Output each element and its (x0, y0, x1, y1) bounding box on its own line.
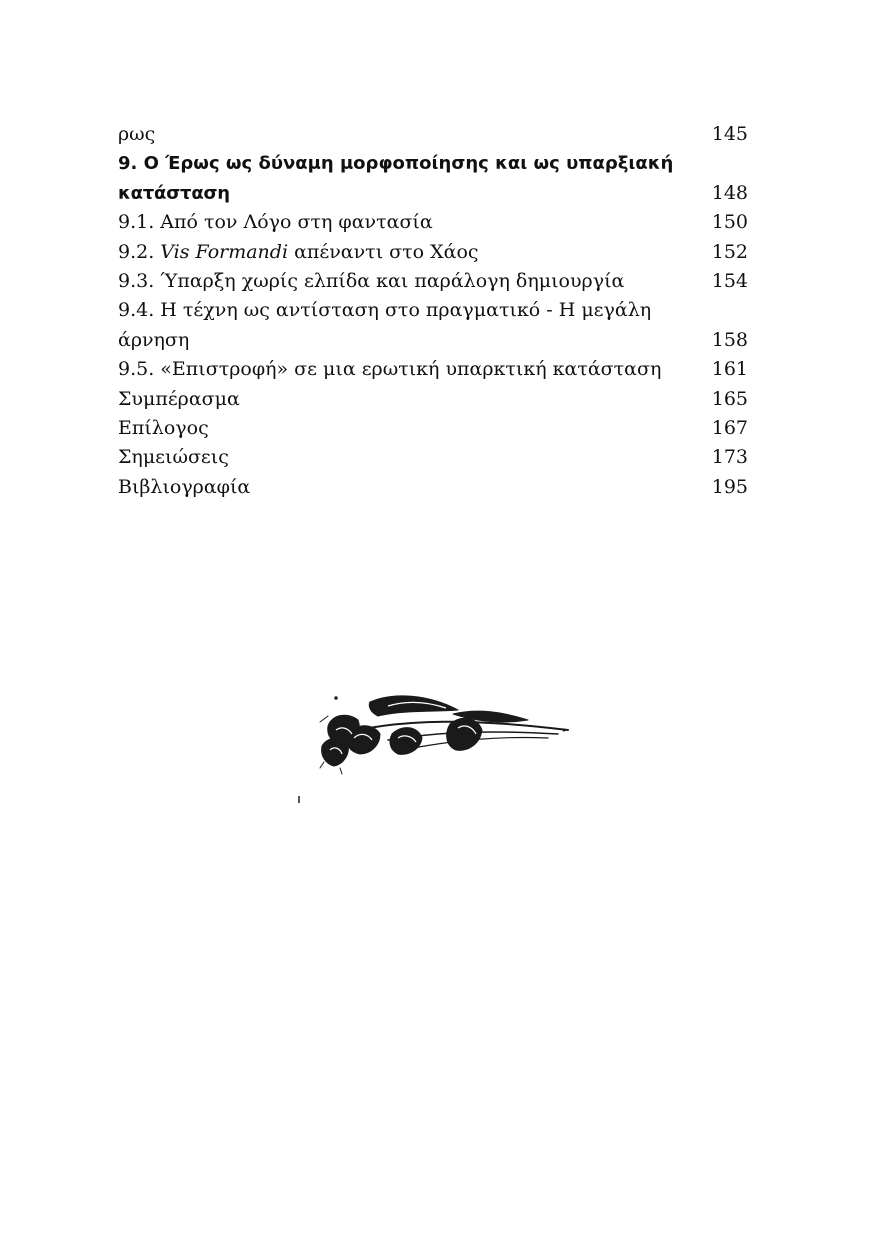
toc-entry-page: 145 (711, 123, 748, 145)
toc-entry-title: Επίλογος (118, 417, 209, 440)
toc-entry-suffix: απέναντι στο Χάος (288, 240, 479, 263)
toc-entry-title: 9.3. Ύπαρξη χωρίς ελπίδα και παράλογη δημιουργία (118, 270, 625, 293)
ink-speck (298, 796, 300, 803)
toc-entry (118, 414, 748, 443)
toc-entry-page: 154 (711, 270, 748, 293)
toc-entry-title: Συμπέρασμα (118, 387, 240, 410)
toc-entry-page: 148 (711, 181, 748, 204)
toc-entry (118, 473, 748, 502)
toc-entry-title: Σημειώσεις (118, 446, 229, 469)
toc-entry (118, 385, 748, 414)
toc-entry-title: άρνηση (118, 328, 190, 351)
toc-entry-title: 9.1. Από τον Λόγο στη φαντασία (118, 211, 433, 234)
toc-entry (118, 267, 748, 296)
toc-entry (118, 208, 748, 237)
toc-entry-page: 173 (711, 446, 748, 469)
toc-entry-title-line: 9.4. Η τέχνη ως αντίσταση στο πραγματικό - Η μεγάλη (118, 299, 652, 322)
toc-entry (118, 355, 748, 384)
toc-entry-title: 9.5. «Επιστροφή» σε μια ερωτική υπαρκτική κατάσταση (118, 358, 662, 381)
toc-entry (118, 120, 748, 149)
toc-entry-title: ρως (118, 123, 156, 145)
toc-entry-page: 158 (711, 328, 748, 351)
toc-entry-page: 152 (711, 240, 748, 263)
toc-entry-italic: Vis Formandi (160, 240, 289, 263)
toc-entry-prefix: 9.2. (118, 240, 161, 263)
toc-entry (118, 326, 748, 355)
toc-entry (118, 179, 748, 208)
toc-entry-page: 165 (711, 387, 748, 410)
toc-entry (118, 443, 748, 472)
toc-entry (118, 238, 748, 267)
toc-entry-page: 161 (711, 358, 748, 381)
toc-entry-page: 150 (711, 211, 748, 234)
toc-entry-title (118, 238, 479, 267)
toc-entry-title: Βιβλιογραφία (118, 475, 251, 498)
toc-entry-title: κατάσταση (118, 182, 230, 204)
toc-chapter-title: 9. Ο Έρως ως δύναμη μορφοποίησης και ως υπαρξιακή (118, 153, 674, 175)
toc-entry-page: 167 (711, 417, 748, 440)
tulip-flowers-icon (318, 690, 572, 776)
toc-entry-page: 195 (711, 475, 748, 498)
table-of-contents (118, 120, 748, 502)
